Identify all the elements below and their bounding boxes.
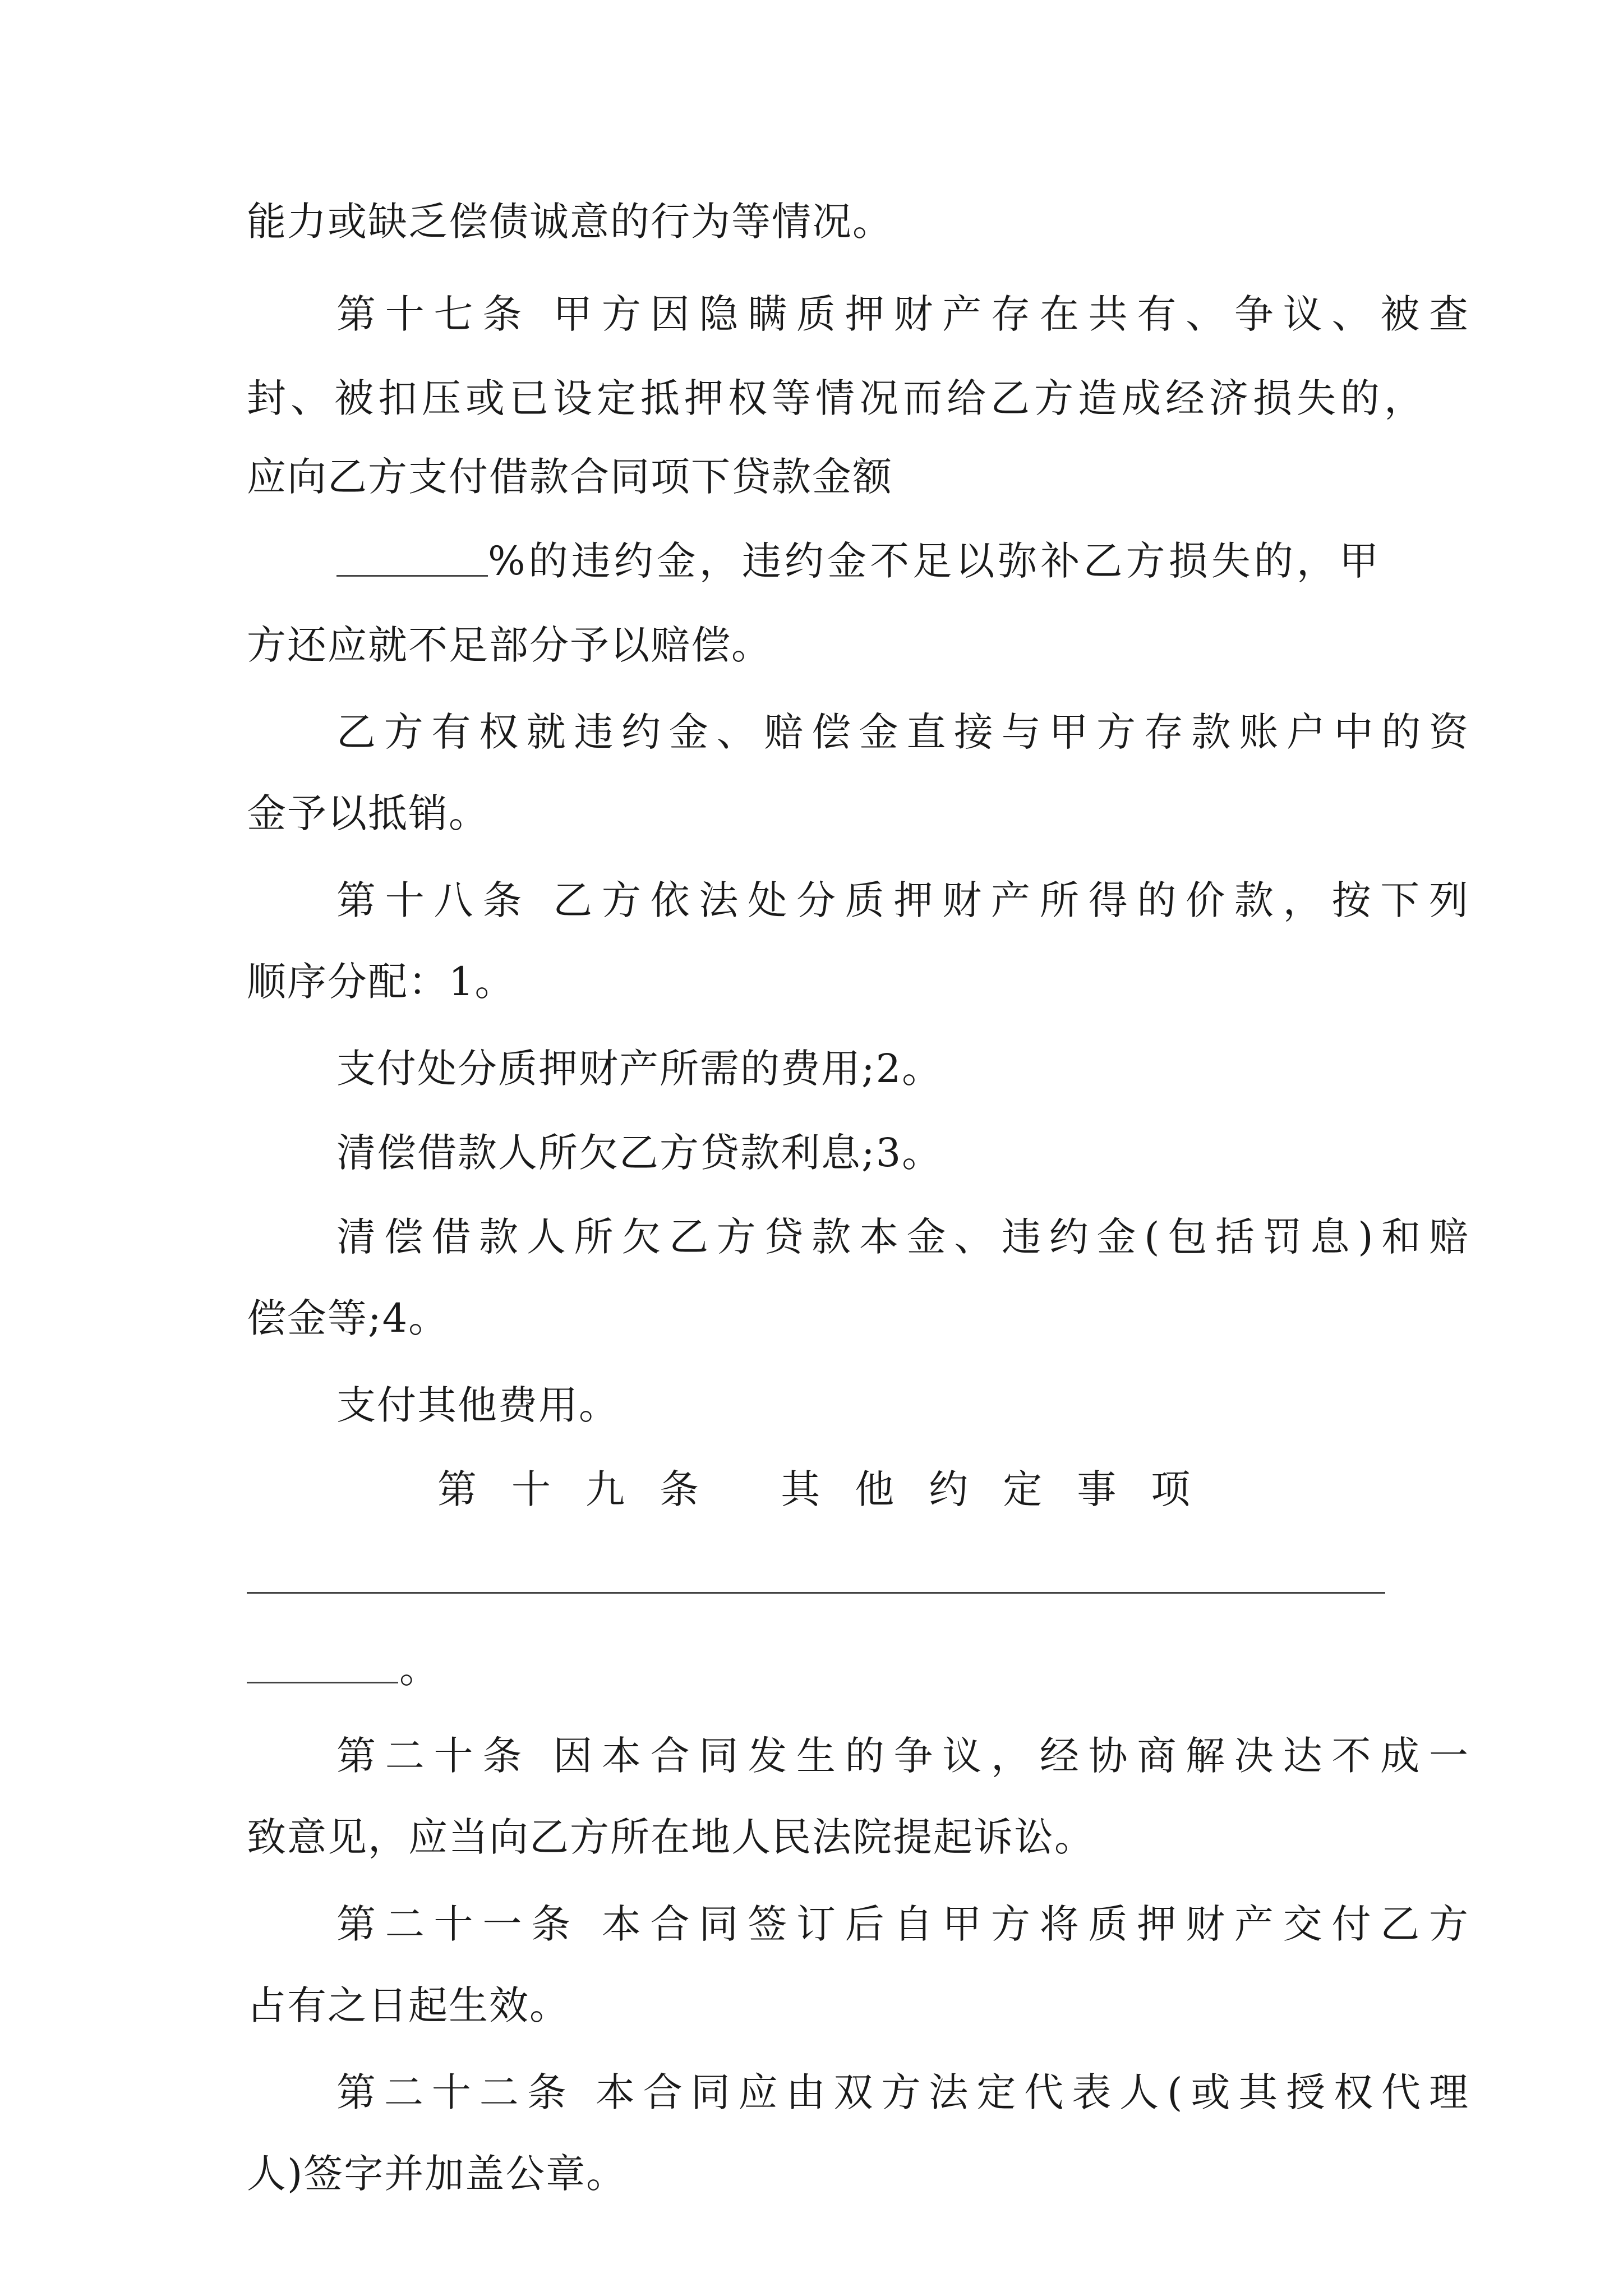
other-matters-blank-line-1 (247, 1592, 1385, 1594)
article-22-line-2: 人)签字并加盖公章。 (247, 2151, 627, 2197)
article-18-item-1: 支付处分质押财产所需的费用;2。 (336, 1046, 943, 1092)
article-18-line-2: 顺序分配：1。 (247, 959, 515, 1005)
article-17-line-2: 封、被扣压或已设定抵押权等情况而给乙方造成经济损失的， (247, 375, 1424, 421)
percentage-blank (336, 575, 488, 577)
article-19-end: 。 (399, 1646, 440, 1692)
article-18-item-2: 清偿借款人所欠乙方贷款利息;3。 (336, 1130, 943, 1176)
article-17-line-3: 应向乙方支付借款合同项下贷款金额 (247, 454, 893, 500)
article-18-item-3-cont: 偿金等;4。 (247, 1295, 449, 1341)
article-20-line-1: 第二十条 因本合同发生的争议，经协商解决达不成一 (336, 1733, 1469, 1779)
article-18-item-3: 清偿借款人所欠乙方贷款本金、违约金(包括罚息)和赔 (336, 1214, 1469, 1260)
article-18-item-4: 支付其他费用。 (336, 1382, 619, 1428)
offset-clause-line-2: 金予以抵销。 (247, 790, 489, 836)
article-20-line-2: 致意见，应当向乙方所在地人民法院提起诉讼。 (247, 1814, 1095, 1860)
article-17-line-1: 第十七条 甲方因隐瞒质押财产存在共有、争议、被查 (336, 291, 1469, 337)
other-matters-blank-line-2 (247, 1682, 398, 1683)
offset-clause-line-1: 乙方有权就违约金、赔偿金直接与甲方存款账户中的资 (336, 709, 1469, 755)
article-22-line-1: 第二十二条 本合同应由双方法定代表人(或其授权代理 (336, 2069, 1469, 2115)
article-18-line-1: 第十八条 乙方依法处分质押财产所得的价款，按下列 (336, 877, 1469, 923)
article-21-line-2: 占有之日起生效。 (247, 1982, 570, 2028)
article-17-line-5: 方还应就不足部分予以赔偿。 (247, 622, 772, 668)
article-21-line-1: 第二十一条 本合同签订后自甲方将质押财产交付乙方 (336, 1901, 1469, 1947)
article-17-line-4: %的违约金，违约金不足以弥补乙方损失的，甲 (488, 538, 1380, 584)
article-19-heading: 第十九条 其他约定事项 (437, 1466, 1225, 1512)
text-line: 能力或缺乏偿债诚意的行为等情况。 (247, 199, 893, 245)
